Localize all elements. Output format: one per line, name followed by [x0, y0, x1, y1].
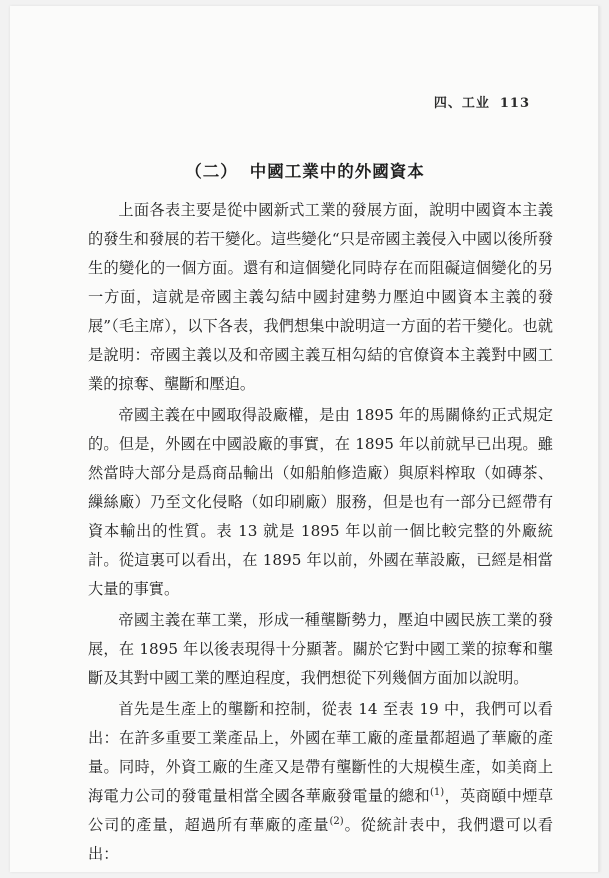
- footnote-ref-1: (1): [430, 786, 445, 798]
- paragraph-1: 上面各表主要是從中國新式工業的發展方面，說明中國資本主義的發生和發展的若干變化。這些變化“只是帝國主義侵入中國以後所發生的變化的一個方面。還有和這個變化同時存在而阻礙這個變化的另一方面，這就是帝國主義勾結中國封建勢力壓迫中國資本主義的發展”（毛主席），以下各表，我們想集中說明這一方面的若干變化。也就是說明：帝國主義以及和帝國主義互相勾結的官僚資本主義對中國工業的掠奪、壟斷和壓迫。: [88, 201, 553, 393]
- book-page: [10, 6, 600, 872]
- page-edge: [598, 6, 600, 872]
- paragraph-2: 帝國主義在中國取得設廠權，是由 1895 年的馬關條約正式規定的。但是，外國在中國設廠的事實，在 1895 年以前就早已出現。雖然當時大部分是爲商品輸出（如船舶修造廠）與原料榨取（如磚茶、繅絲廠）乃至文化侵略（如印刷廠）服務，但是也有一部分已經帶有資本輸出的性質。表 13 就是 1895 年以前一個比較完整的外廠統計。從這裏可以看出，在 1895 年以前，外國在華設廠，已經是相當大量的事實。: [88, 406, 553, 598]
- paragraph-4-part-1: 首先是生產上的壟斷和控制，從表 14 至表 19 中，我們可以看出：在許多重要工業產品上，外國在華工廠的產量都超過了華廠的產量。同時，外資工廠的生產又是帶有壟斷性的大規模生產，如美商上海電力公司的發電量相當全國各華廠發電量的總和: [88, 700, 553, 805]
- body-text: [88, 196, 553, 869]
- section-number: （二）: [185, 162, 238, 181]
- chapter-label: 四、工业: [433, 96, 490, 111]
- paragraph-3: 帝國主義在華工業，形成一種壟斷勢力，壓迫中國民族工業的發展，在 1895 年以後表現得十分顯著。關於它對中國工業的掠奪和壟斷及其對中國工業的壓迫程度，我們想從下列幾個方面加以說明。: [88, 611, 553, 687]
- paragraph-4-part-3: 。從統計表中，我們還可以看出：: [88, 816, 554, 863]
- running-header: [434, 92, 530, 111]
- page-number: 113: [499, 96, 530, 111]
- paragraph-4-part-2: ，英商頤中煙草公司的產量，超過所有華廠的產量: [88, 787, 554, 834]
- footnote-ref-2: (2): [329, 815, 344, 827]
- paragraph-4: [88, 695, 553, 869]
- section-title-text: 中國工業中的外國資本: [249, 162, 425, 181]
- section-title: [10, 158, 600, 182]
